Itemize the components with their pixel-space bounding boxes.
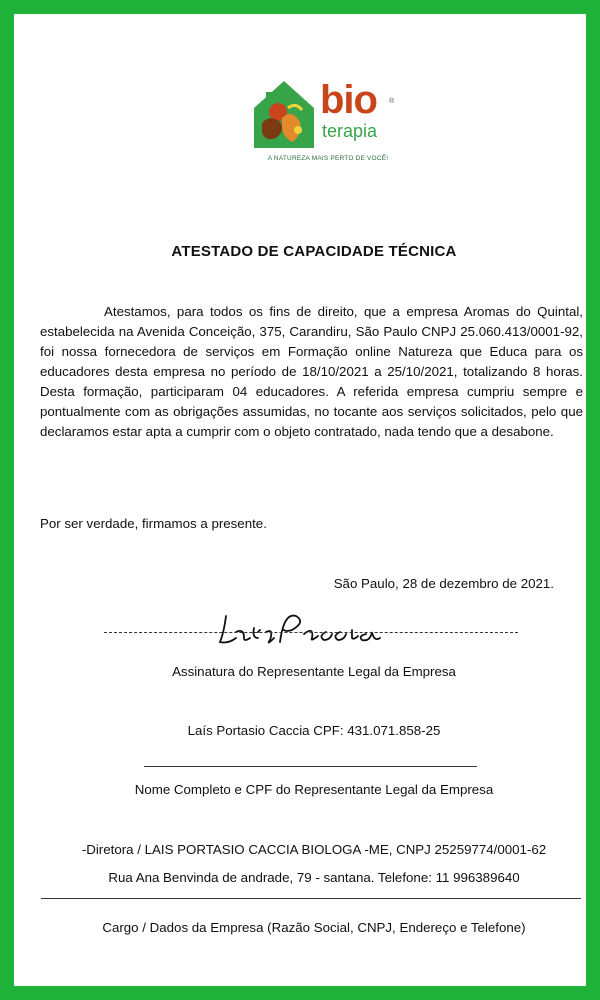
name-line xyxy=(144,766,477,767)
logo-registered-mark: ® xyxy=(389,98,395,105)
date-line: São Paulo, 28 de dezembro de 2021. xyxy=(333,576,554,591)
body-paragraph: Atestamos, para todos os fins de direito, que a empresa Aromas do Quintal, estabelecida na Avenida Conceição, 375, Carandiru, São Paulo CNPJ 25.060.413/0001-92, foi nossa fornecedora de serviços em Formação online Natureza que Educa para os educadores desta empresa no período de 18/10/2021 a 25/10/2021, totalizando 8 horas. Desta formação, participaram 04 educadores. A referida empresa cumpriu sempre e pontualmente com as obrigações assumidas, no tocante aos serviços solicitados, pelo que declaramos estar apta a cumprir com o objeto contratado, nada tendo que a desabone. xyxy=(40,304,583,439)
document-title: ATESTADO DE CAPACIDADE TÉCNICA xyxy=(171,243,457,260)
logo-wordmark-terapia: terapia xyxy=(322,121,378,141)
closing-statement: Por ser verdade, firmamos a presente. xyxy=(40,516,267,531)
handwritten-signature xyxy=(214,602,384,652)
logo-tagline: A NATUREZA MAIS PERTO DE VOCÊ! xyxy=(267,155,389,162)
company-details: -Diretora / LAIS PORTASIO CACCIA BIOLOGA -ME, CNPJ 25259774/0001-62 xyxy=(81,842,547,857)
signature-caption: Assinatura do Representante Legal da Empresa xyxy=(172,664,456,679)
logo-wordmark-bio: bio xyxy=(320,78,377,122)
company-address: Rua Ana Benvinda de andrade, 79 - santana. Telefone: 11 996389640 xyxy=(108,870,520,885)
document-body xyxy=(40,302,583,442)
company-caption: Cargo / Dados da Empresa (Razão Social, CNPJ, Endereço e Telefone) xyxy=(102,920,526,935)
company-line xyxy=(41,898,581,899)
representative-caption: Nome Completo e CPF do Representante Legal da Empresa xyxy=(134,782,494,797)
representative-name-cpf: Laís Portasio Caccia CPF: 431.071.858-25 xyxy=(187,723,441,738)
signature-line xyxy=(104,632,518,633)
